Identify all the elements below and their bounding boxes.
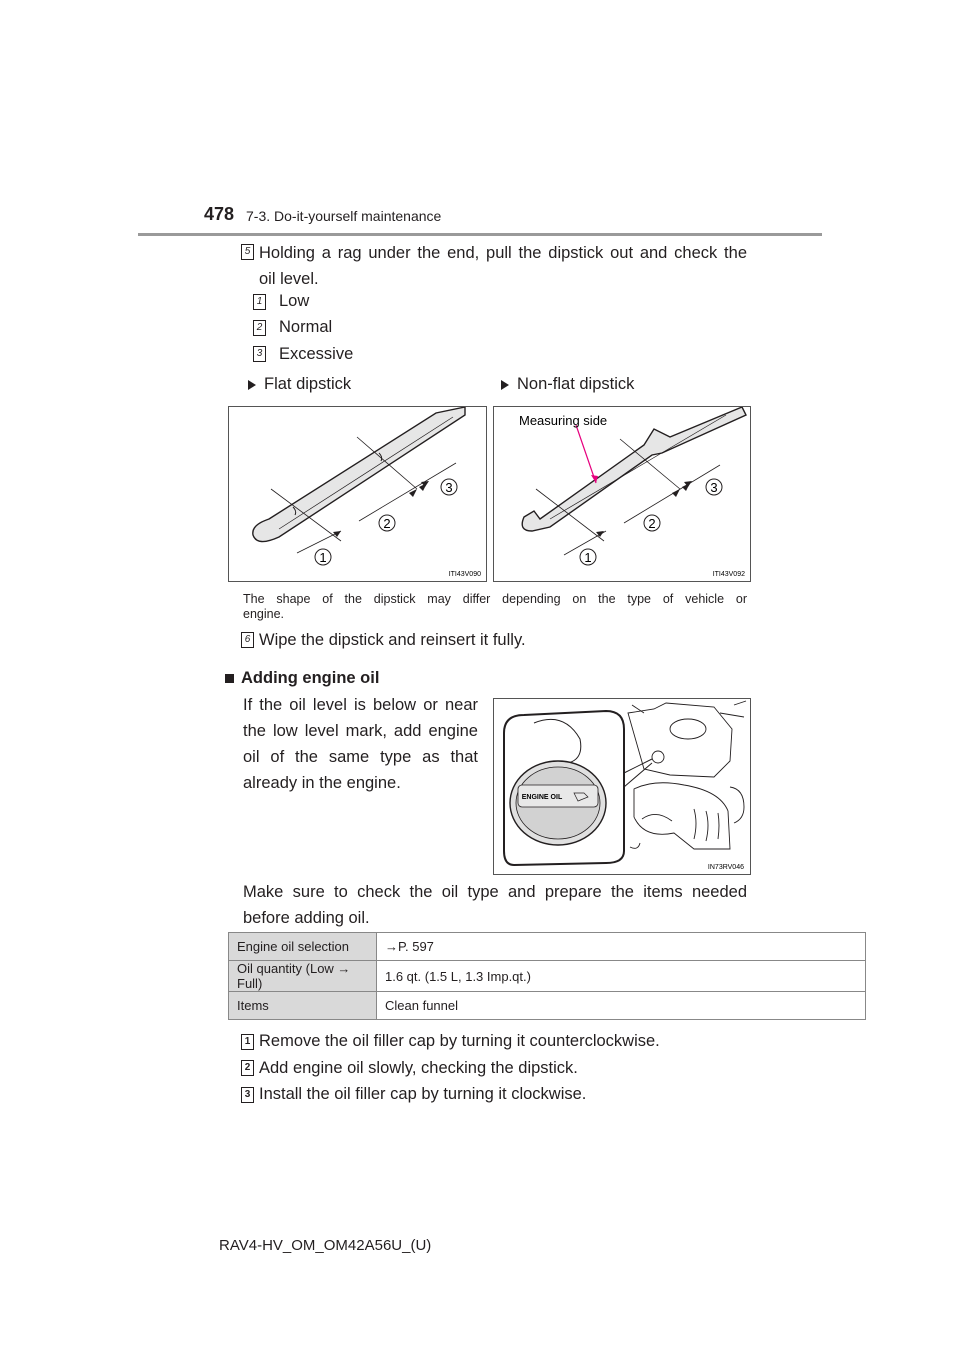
step-2-text: Add engine oil slowly, checking the dipstick. — [259, 1059, 578, 1077]
page-number: 478 — [204, 204, 235, 224]
flat-callout-3: 3 — [445, 480, 453, 495]
figure-caption-line1: The shape of the dipstick may differ depending on the type of vehicle or — [243, 592, 747, 606]
step-1-text: Remove the oil filler cap by turning it counterclockwise. — [259, 1032, 660, 1050]
figure-caption-line2: engine. — [243, 607, 285, 621]
square-bullet-icon — [225, 674, 234, 683]
table-key: Items — [229, 992, 377, 1020]
adding-para-line1: If the oil level is below or near — [243, 696, 478, 714]
step-3-text: Install the oil filler cap by turning it clockwise. — [259, 1085, 587, 1103]
level-3-badge: 3 — [253, 346, 266, 362]
flat-dipstick-title: Flat dipstick — [248, 371, 351, 397]
table-key: Oil quantity (Low → Full) — [229, 961, 377, 992]
nonflat-figure-code: ITI43V092 — [712, 571, 745, 578]
nonflat-dipstick-title: Non-flat dipstick — [501, 371, 634, 397]
oil-cap-figure — [493, 698, 751, 875]
triangle-bullet-icon — [501, 380, 509, 390]
flat-dipstick-illustration — [229, 407, 486, 581]
adding-para-line4: already in the engine. — [243, 774, 401, 792]
step-5-text-line1: Holding a rag under the end, pull the dipstick out and check the — [259, 244, 747, 262]
adding-note-line2: before adding oil. — [243, 909, 370, 927]
oil-spec-table — [228, 932, 866, 1020]
level-excessive: Excessive — [279, 345, 354, 363]
nonflat-dipstick-figure — [493, 406, 751, 582]
level-normal: Normal — [279, 318, 333, 336]
header-rule — [138, 233, 822, 236]
adding-para-line2: the low level mark, add engine — [243, 722, 478, 740]
table-value: →P. 597 — [377, 933, 866, 961]
table-row — [229, 961, 866, 992]
table-row — [229, 933, 866, 961]
measuring-side-label: Measuring side — [519, 413, 608, 428]
table-key: Engine oil selection — [229, 933, 377, 961]
flat-callout-2: 2 — [383, 516, 391, 531]
step-6-badge: 6 — [241, 632, 254, 648]
step-1-badge: 1 — [241, 1034, 254, 1050]
step-6-text: Wipe the dipstick and reinsert it fully. — [259, 631, 526, 649]
triangle-bullet-icon — [248, 380, 256, 390]
step-2-badge: 2 — [241, 1060, 254, 1076]
nonflat-dipstick-illustration — [494, 407, 750, 581]
table-value: Clean funnel — [377, 992, 866, 1020]
table-row — [229, 992, 866, 1020]
nonflat-callout-3: 3 — [710, 480, 718, 495]
level-1-badge: 1 — [253, 294, 266, 310]
level-2-badge: 2 — [253, 320, 266, 336]
nonflat-callout-1: 1 — [584, 550, 592, 565]
nonflat-callout-2: 2 — [648, 516, 656, 531]
flat-figure-code: ITI43V090 — [448, 571, 481, 578]
table-value: 1.6 qt. (1.5 L, 1.3 Imp.qt.) — [377, 961, 866, 992]
oil-cap-figure-code: IN73RV046 — [707, 864, 744, 871]
level-low: Low — [279, 292, 310, 310]
adding-heading: Adding engine oil — [225, 665, 379, 691]
step-3-badge: 3 — [241, 1087, 254, 1103]
oil-cap-label: ENGINE OIL — [521, 794, 563, 801]
adding-note-line1: Make sure to check the oil type and prepare the items needed — [243, 883, 747, 901]
flat-callout-1: 1 — [319, 550, 327, 565]
document-code-footer: RAV4-HV_OM_OM42A56U_(U) — [219, 1237, 432, 1254]
oil-cap-illustration — [494, 699, 750, 874]
section-title: 7-3. Do-it-yourself maintenance — [246, 208, 442, 224]
flat-dipstick-figure — [228, 406, 487, 582]
step-5-badge: 5 — [241, 244, 254, 260]
adding-para-line3: oil of the same type as that — [243, 748, 478, 766]
step-5-text-line2: oil level. — [259, 270, 319, 288]
